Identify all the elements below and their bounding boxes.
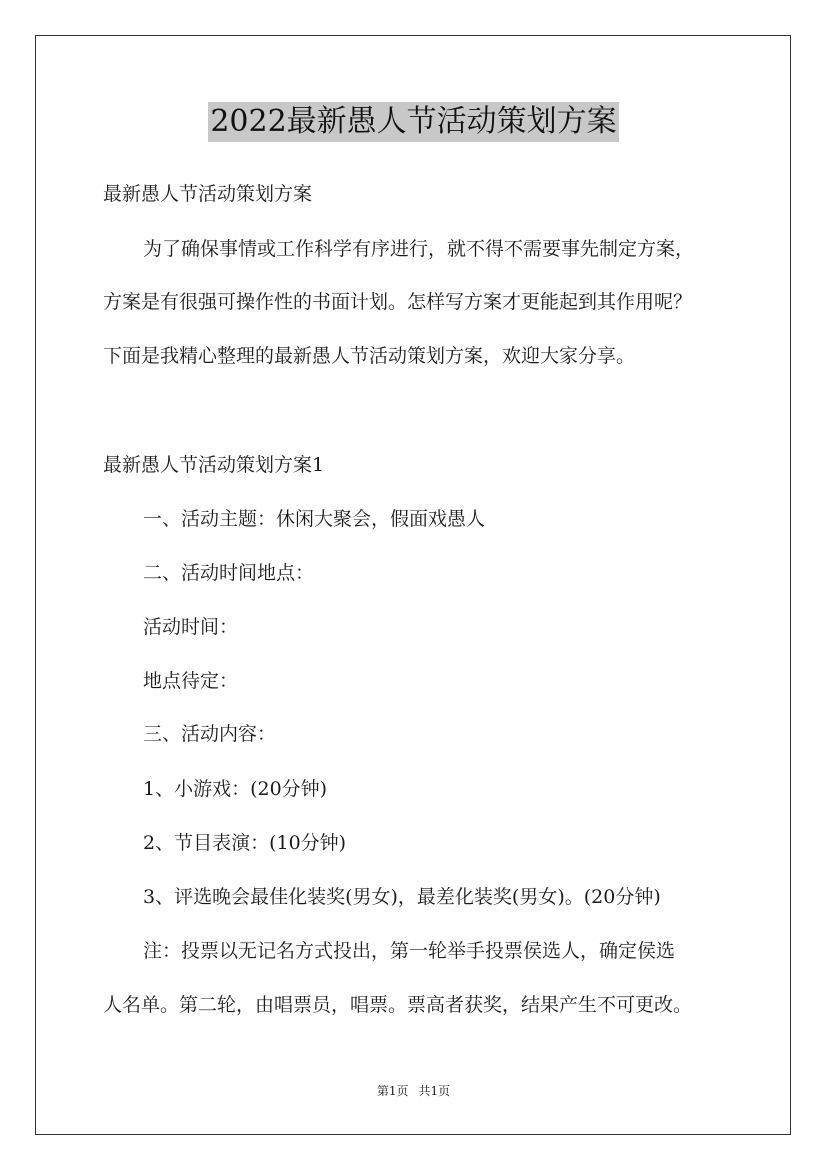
page-footer <box>0 1083 827 1099</box>
note-line-2: 人名单。第二轮，由唱票员，唱票。票高者获奖，结果产生不可更改。 <box>103 994 693 1016</box>
item-2-line: 2、节目表演：(10分钟) <box>143 832 347 854</box>
intro-line-2: 方案是有很强可操作性的书面计划。怎样写方案才更能起到其作用呢？ <box>103 291 693 313</box>
place-line: 地点待定： <box>143 670 239 692</box>
theme-line: 一、活动主题：休闲大聚会，假面戏愚人 <box>143 508 486 530</box>
intro-line-3: 下面是我精心整理的最新愚人节活动策划方案，欢迎大家分享。 <box>103 345 636 367</box>
time-place-heading: 二、活动时间地点： <box>143 562 315 584</box>
title-container <box>0 102 827 142</box>
time-line: 活动时间： <box>143 616 239 638</box>
content-heading: 三、活动内容： <box>143 723 277 745</box>
item-1-line: 1、小游戏：(20分钟) <box>143 778 328 800</box>
item-3-line: 3、评选晚会最佳化装奖(男女)，最差化装奖(男女)。(20分钟) <box>143 886 661 908</box>
page-total: 共1页 <box>418 1084 451 1098</box>
section-heading: 最新愚人节活动策划方案1 <box>103 454 325 476</box>
intro-line-1: 为了确保事情或工作科学有序进行，就不得不需要事先制定方案， <box>143 238 695 260</box>
note-line-1: 注：投票以无记名方式投出，第一轮举手投票侯选人，确定侯选 <box>143 940 676 962</box>
subtitle-line: 最新愚人节活动策划方案 <box>103 183 313 205</box>
page-number: 第1页 <box>376 1084 409 1098</box>
document-title: 2022最新愚人节活动策划方案 <box>208 102 618 142</box>
